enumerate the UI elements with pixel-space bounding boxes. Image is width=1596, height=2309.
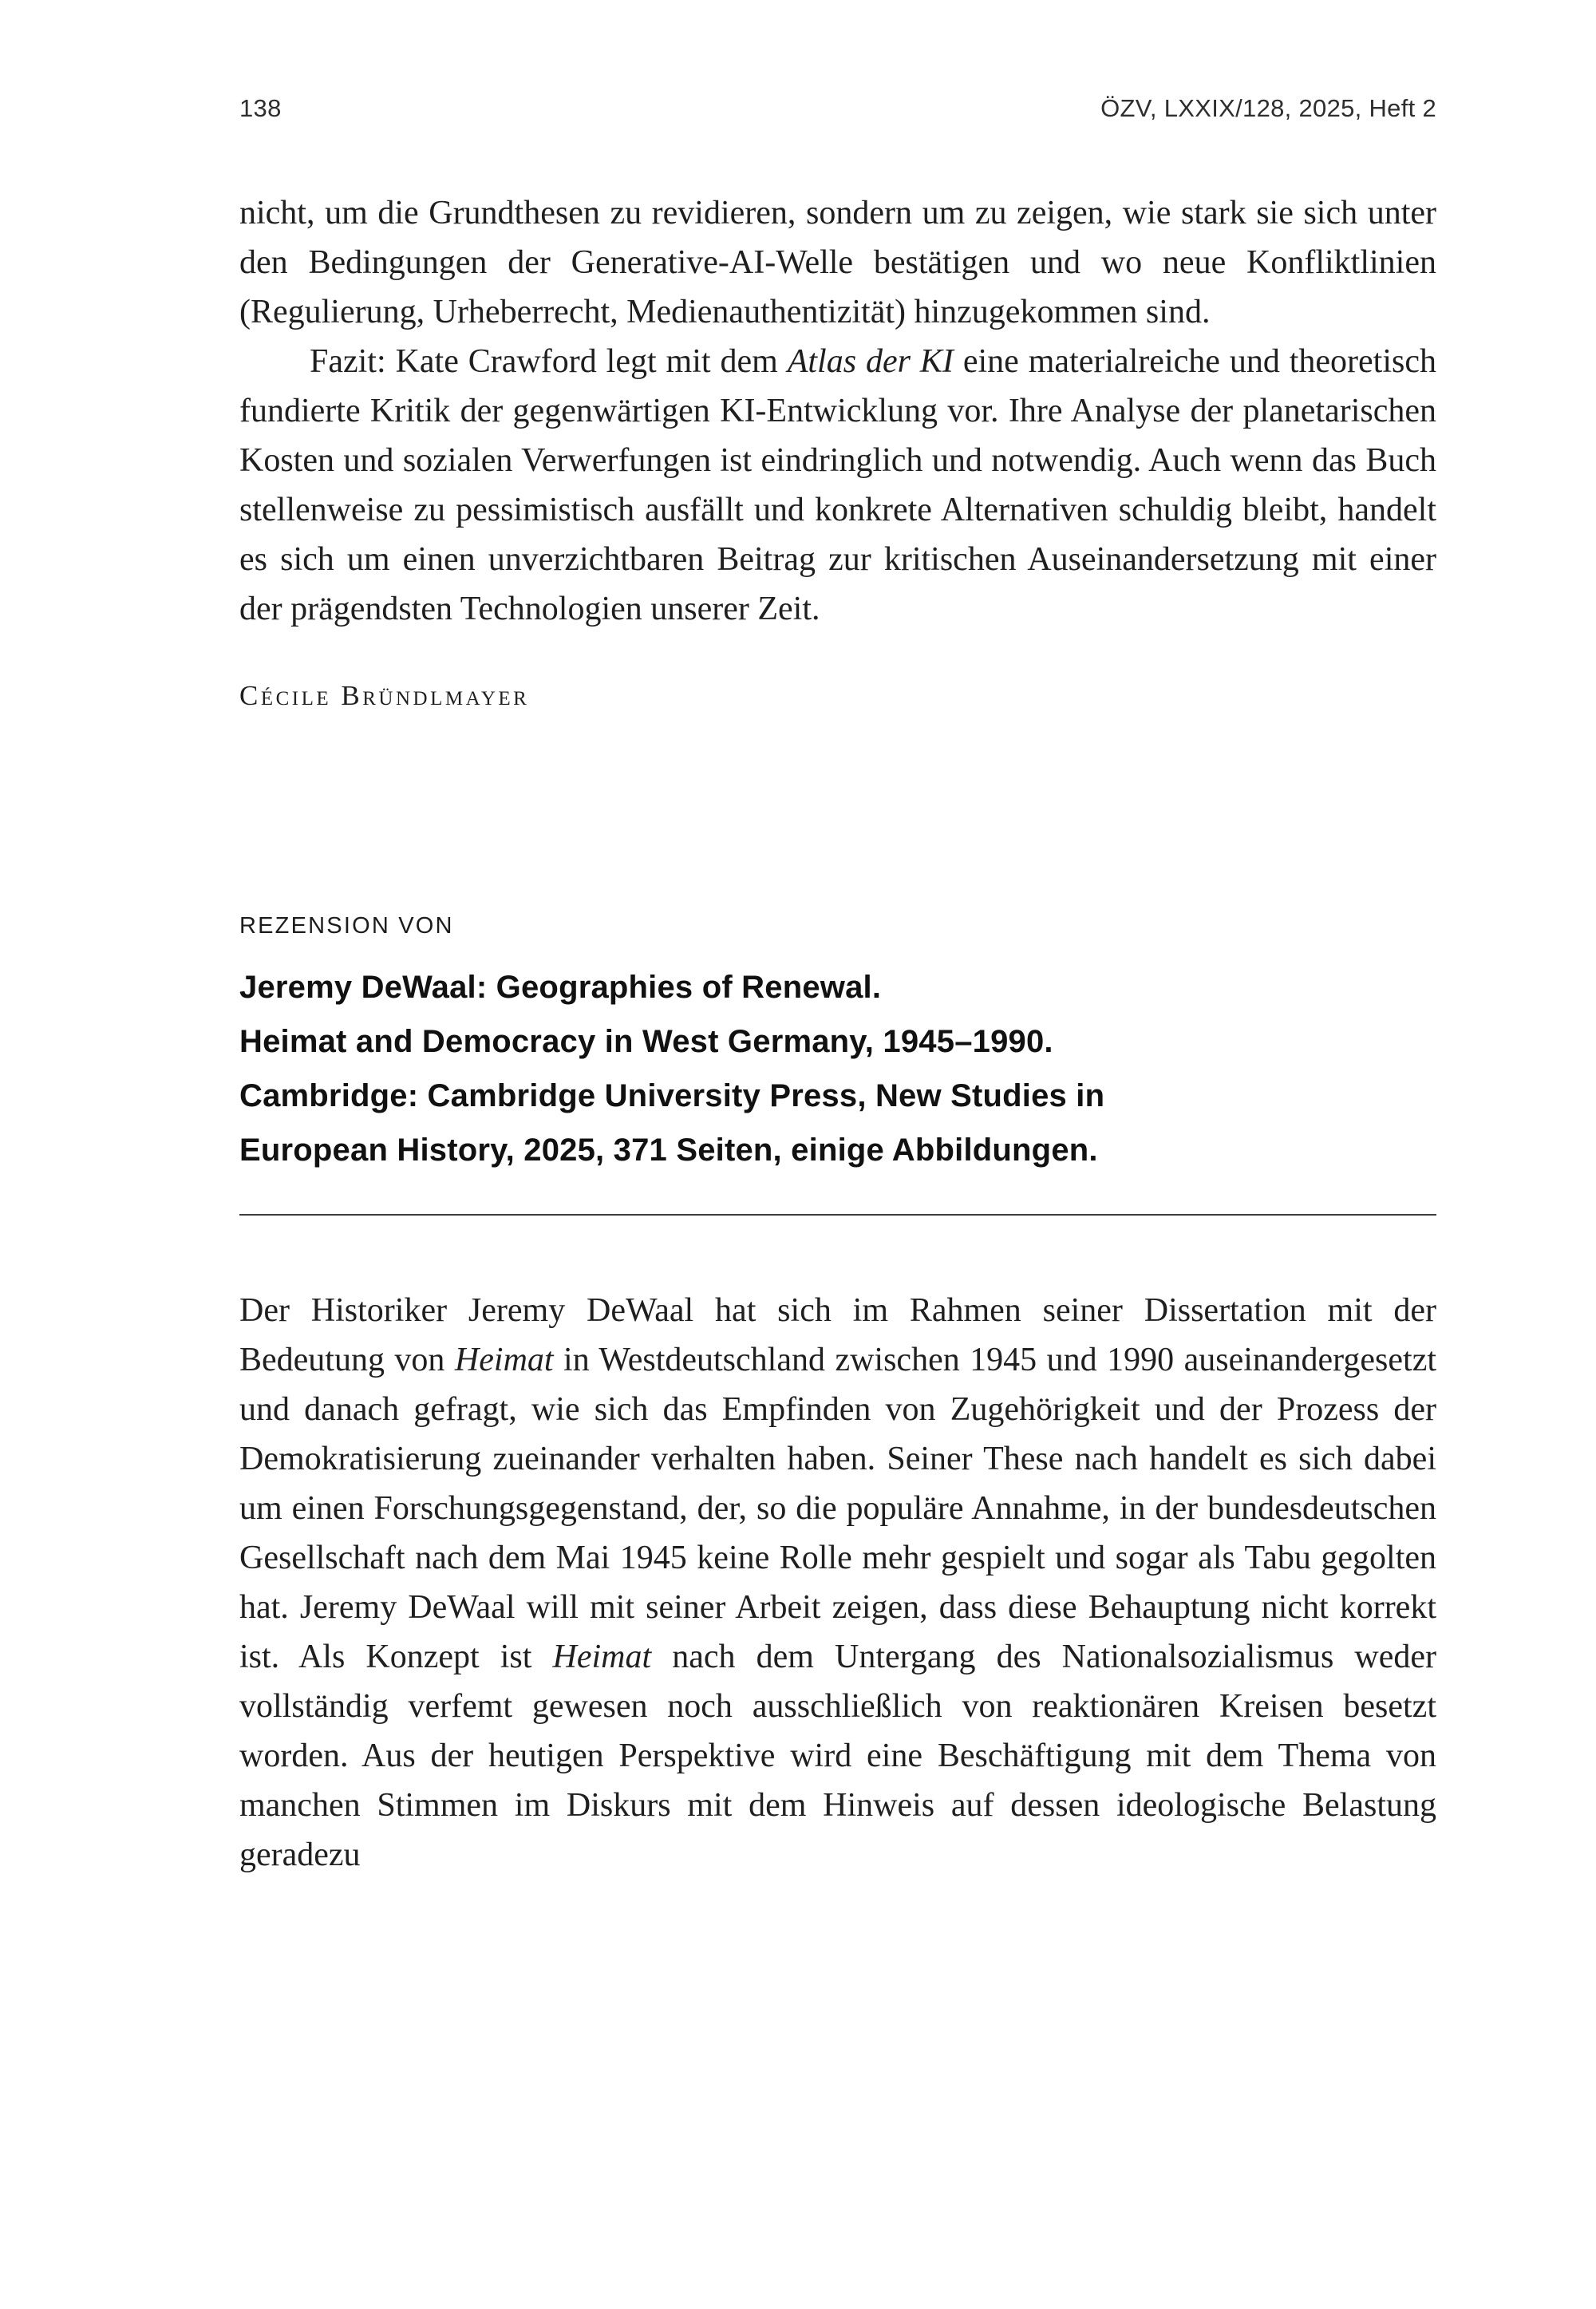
- text-column: [239, 0, 1436, 1880]
- page-number: 138: [239, 94, 282, 122]
- journal-reference: ÖZV, LXXIX/128, 2025, Heft 2: [1100, 94, 1436, 122]
- review-title: [239, 960, 1436, 1177]
- running-header: [239, 0, 1436, 123]
- review-body: [239, 1286, 1436, 1880]
- review-body-paragraph: Der Historiker Jeremy DeWaal hat sich im Rahmen seiner Dissertation mit der Bedeutung von Heimat in Westdeutschland zwischen 1945 und 1990 auseinandergesetzt und danach gefragt, wie sich das Empfinden von Zugehörigkeit und der Prozess der Demokratisierung zueinander verhalten haben. Seiner These nach handelt es sich dabei um einen Forschungsgegenstand, der, so die populäre Annahme, in der bundesdeutschen Gesellschaft nach dem Mai 1945 keine Rolle mehr gespielt und sogar als Tabu gegolten hat. Jeremy DeWaal will mit seiner Arbeit zeigen, dass diese Behauptung nicht korrekt ist. Als Konzept ist Heimat nach dem Untergang des Nationalsozialismus weder vollständig verfemt gewesen noch ausschließlich von reaktionären Kreisen besetzt worden. Aus der heutigen Perspektive wird eine Beschäftigung mit dem Thema von manchen Stimmen im Diskurs mit dem Hinweis auf dessen ideologische Belastung geradezu: [239, 1292, 1437, 1873]
- review-paragraph: nicht, um die Grundthesen zu revidieren, sondern um zu zeigen, wie stark sie sich unter den Bedingungen der Generative-AI-Welle bestätigen und wo neue Konfliktlinien (Regulierung, Urheberrecht, Medienauthentizität) hinzugekommen sind.: [239, 195, 1436, 330]
- section-divider: [239, 1214, 1436, 1216]
- reviewer-name: Cécile Bründlmayer: [239, 680, 530, 711]
- review-title-line: European History, 2025, 371 Seiten, einige Abbildungen.: [239, 1133, 1098, 1168]
- review-title-line: Jeremy DeWaal: Geographies of Renewal.: [239, 970, 882, 1005]
- review-title-line: Heimat and Democracy in West Germany, 1945–1990.: [239, 1024, 1053, 1059]
- review-paragraph: Fazit: Kate Crawford legt mit dem Atlas der KI eine materialreiche und theoretisch fundierte Kritik der gegenwärtigen KI-Entwicklung vor. Ihre Analyse der planetarischen Kosten und sozialen Verwerfungen ist eindringlich und notwendig. Auch wenn das Buch stellenweise zu pessimistisch ausfällt und konkrete Alternativen schuldig bleibt, handelt es sich um einen unverzichtbaren Beitrag zur kritischen Auseinandersetzung mit einer der prägendsten Technologien unserer Zeit.: [239, 343, 1437, 627]
- review-title-line: Cambridge: Cambridge University Press, New Studies in: [239, 1078, 1105, 1113]
- review-section-label: REZENSION VON: [239, 913, 454, 939]
